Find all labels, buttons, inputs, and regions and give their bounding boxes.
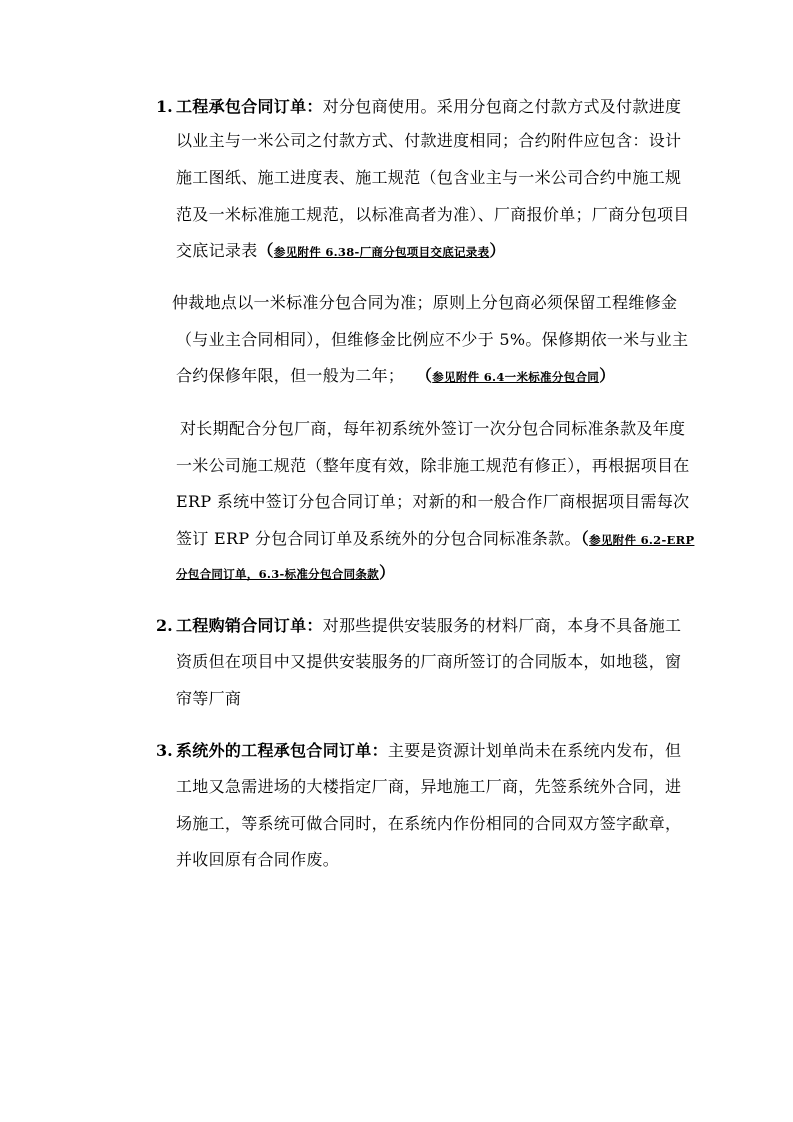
paragraph-line: 仲裁地点以一米标准分包合同为准；原则上分包商必须保留工程维修金 (172, 293, 678, 312)
paragraph-line: （与业主合同相同），但维修金比例应不少于 5%。保修期依一米与业主 (176, 330, 689, 349)
paragraph-line: 帘等厂商 (176, 689, 242, 708)
paragraph-line: 资质但在项目中又提供安装服务的厂商所签订的合同版本，如地毯，窗 (176, 652, 682, 671)
paragraph-text: 交底记录表 (176, 241, 258, 260)
item-number: 2. (156, 616, 173, 635)
paragraph-line: 场施工，等系统可做合同时，在系统内作份相同的合同双方签字歃章， (176, 814, 682, 833)
paragraph-text: 对分包商使用。采用分包商之付款方式及付款进度 (322, 97, 682, 116)
paragraph-line: 以业主与一米公司之付款方式、付款进度相同；合约附件应包含：设计 (176, 131, 682, 150)
item-number: 1. (156, 97, 173, 116)
paragraph-line: 并收回原有合同作废。 (176, 850, 340, 869)
item-title: 工程承包合同订单： (176, 97, 323, 116)
item-2-line-1 (176, 616, 681, 636)
appendix-reference: 参见附件 6.4一米标准分包合同 (432, 370, 600, 384)
item-3-line-1 (176, 741, 681, 761)
paragraph-line: 工地又急需进场的大楼指定厂商，异地施工厂商，先签系统外合同，进 (176, 777, 682, 796)
item-title: 工程购销合同订单： (176, 616, 323, 635)
paragraph-line: ERP 系统中签订分包合同订单；对新的和一般合作厂商根据项目需每次 (176, 492, 690, 511)
paragraph-line: 对长期配合分包厂商，每年初系统外签订一次分包合同标准条款及年度 (180, 419, 686, 438)
paragraph-text: 签订 ERP 分包合同订单及系统外的分包合同标准条款。 (176, 529, 581, 548)
item-1-line-5: 交底记录表（参见附件 6.38-厂商分包项目交底记录表） (176, 241, 506, 260)
paragraph-text: 对那些提供安装服务的材料厂商，本身不具备施工 (322, 616, 682, 635)
appendix-reference: 参见附件 6.38-厂商分包项目交底记录表 (273, 245, 490, 259)
paragraph-text: 合约保修年限，但一般为二年； (176, 366, 405, 385)
paragraph-line: 施工图纸、施工进度表、施工规范（包含业主与一米公司合约中施工规 (176, 168, 682, 187)
item-1-line-1 (176, 97, 681, 117)
paragraph-line: 范及一米标准施工规范，以标准高者为准）、厂商报价单；厂商分包项目 (176, 205, 690, 224)
paragraph-3-line-4: 签订 ERP 分包合同订单及系统外的分包合同标准条款。（参见附件 6.2-ERP (176, 529, 695, 548)
item-number: 3. (156, 741, 173, 760)
appendix-reference: 分包合同订单，6.3-标准分包合同条款 (176, 567, 379, 581)
paragraph-2-line-3: 合约保修年限，但一般为二年； （参见附件 6.4一米标准分包合同） (176, 366, 616, 385)
paragraph-text: 主要是资源计划单尚未在系统内发布，但 (387, 741, 682, 760)
paragraph-line: 一米公司施工规范（整年度有效，除非施工规范有修正），再根据项目在 (176, 456, 690, 475)
item-title: 系统外的工程承包合同订单： (176, 741, 388, 760)
paragraph-3-line-5: 分包合同订单，6.3-标准分包合同条款） (176, 563, 396, 582)
appendix-reference: 参见附件 6.2-ERP (589, 533, 695, 547)
